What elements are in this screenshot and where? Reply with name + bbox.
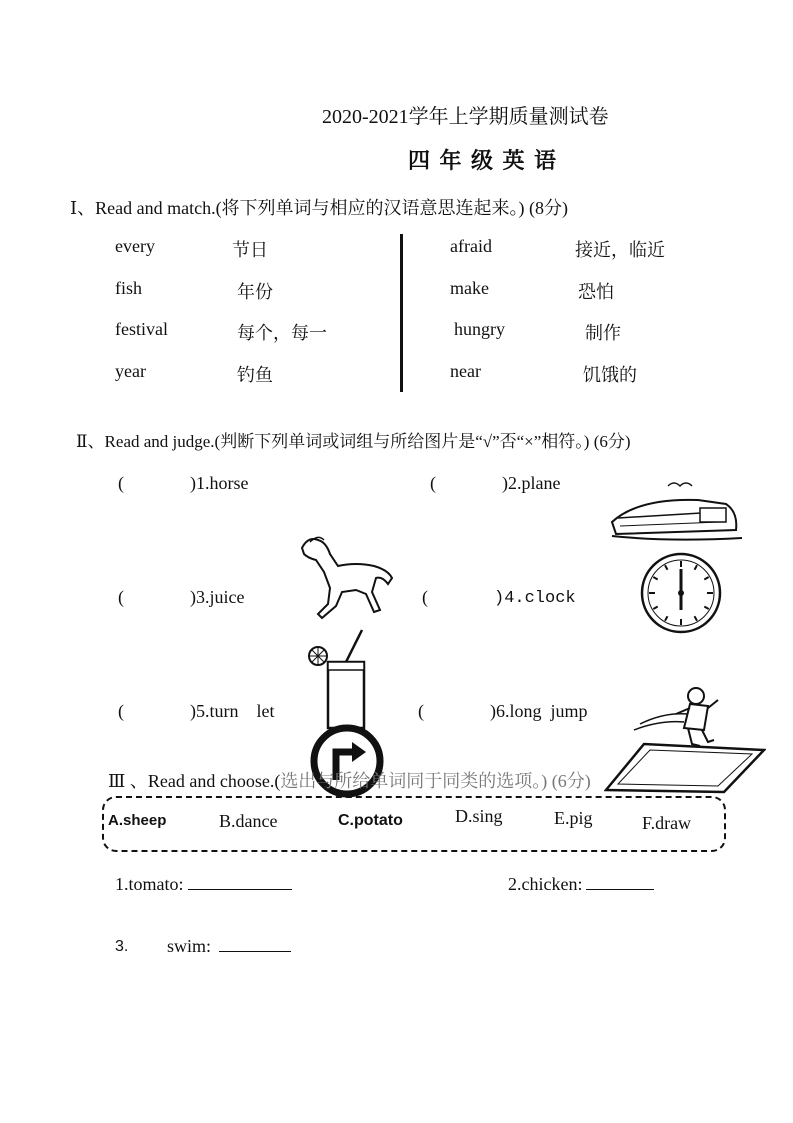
options-box bbox=[102, 796, 726, 852]
judge-item-1: )1.horse bbox=[190, 473, 249, 493]
option-a: A.sheep bbox=[108, 812, 167, 829]
option-c: C.potato bbox=[338, 812, 403, 829]
question-2-label: 2.chicken: bbox=[508, 874, 583, 894]
match-meaning-1: 节日 bbox=[232, 240, 268, 260]
question-1-label: 1.tomato: bbox=[115, 874, 184, 894]
question-2 bbox=[508, 874, 654, 895]
judge-item-3: )3.juice bbox=[190, 587, 245, 607]
match-meaning-6: 恐怕 bbox=[578, 282, 614, 302]
match-word-festival: festival bbox=[115, 319, 168, 339]
match-meaning-4: 钓鱼 bbox=[237, 365, 273, 385]
match-word-near: near bbox=[450, 361, 481, 381]
section-3-heading bbox=[108, 767, 591, 793]
judge-item-4: )4.clock bbox=[494, 589, 576, 608]
horse-image bbox=[296, 532, 396, 620]
answer-blank-2[interactable] bbox=[586, 889, 654, 890]
match-word-make: make bbox=[450, 278, 489, 298]
question-3-number: 3. bbox=[115, 938, 129, 955]
train-image bbox=[608, 478, 744, 548]
match-meaning-8: 饥饿的 bbox=[583, 365, 637, 385]
judge-open-paren-5: ( bbox=[118, 701, 124, 721]
section-3-heading-start: Ⅲ 、Read and choose.( bbox=[108, 771, 281, 791]
match-word-every: every bbox=[115, 236, 155, 256]
option-f: F.draw bbox=[642, 813, 692, 833]
option-b: B.dance bbox=[219, 811, 278, 831]
section-1-heading: Ⅰ、Read and match.(将下列单词与相应的汉语意思连起来。) (8分) bbox=[70, 198, 569, 218]
match-meaning-3: 每个，每一 bbox=[237, 323, 327, 343]
question-1 bbox=[115, 874, 292, 895]
match-word-year: year bbox=[115, 361, 146, 381]
match-meaning-5: 接近，临近 bbox=[575, 240, 665, 260]
page-subtitle: 四 年 级 英 语 bbox=[408, 148, 559, 173]
judge-open-paren-1: ( bbox=[118, 473, 124, 493]
section-2-heading: Ⅱ、Read and judge.(判断下列单词或词组与所给图片是“√”否“×”相符。) (6分) bbox=[76, 432, 631, 451]
option-d: D.sing bbox=[455, 806, 503, 826]
answer-blank-1[interactable] bbox=[188, 889, 292, 890]
match-word-hungry: hungry bbox=[454, 319, 505, 339]
judge-open-paren-2: ( bbox=[430, 473, 436, 493]
judge-item-2: )2.plane bbox=[502, 473, 561, 493]
question-3-label: swim: bbox=[167, 936, 212, 956]
clock-image bbox=[640, 552, 722, 634]
judge-open-paren-4: ( bbox=[422, 587, 428, 607]
judge-open-paren-6: ( bbox=[418, 701, 424, 721]
match-meaning-7: 制作 bbox=[585, 323, 621, 343]
judge-open-paren-3: ( bbox=[118, 587, 124, 607]
juice-image bbox=[300, 628, 372, 730]
match-meaning-2: 年份 bbox=[237, 282, 273, 302]
match-word-afraid: afraid bbox=[450, 236, 492, 256]
option-e: E.pig bbox=[554, 808, 593, 828]
long-jump-image bbox=[604, 684, 766, 796]
judge-item-6: )6.long jump bbox=[490, 701, 588, 721]
match-word-fish: fish bbox=[115, 278, 142, 298]
section-3-heading-rest: 选出与所给单词同于同类的选项。) (6分) bbox=[280, 771, 591, 791]
question-3 bbox=[167, 936, 291, 957]
judge-item-5: )5.turn let bbox=[190, 701, 275, 721]
answer-blank-3[interactable] bbox=[219, 951, 291, 952]
page-title: 2020-2021学年上学期质量测试卷 bbox=[322, 106, 609, 128]
column-divider bbox=[400, 234, 403, 392]
